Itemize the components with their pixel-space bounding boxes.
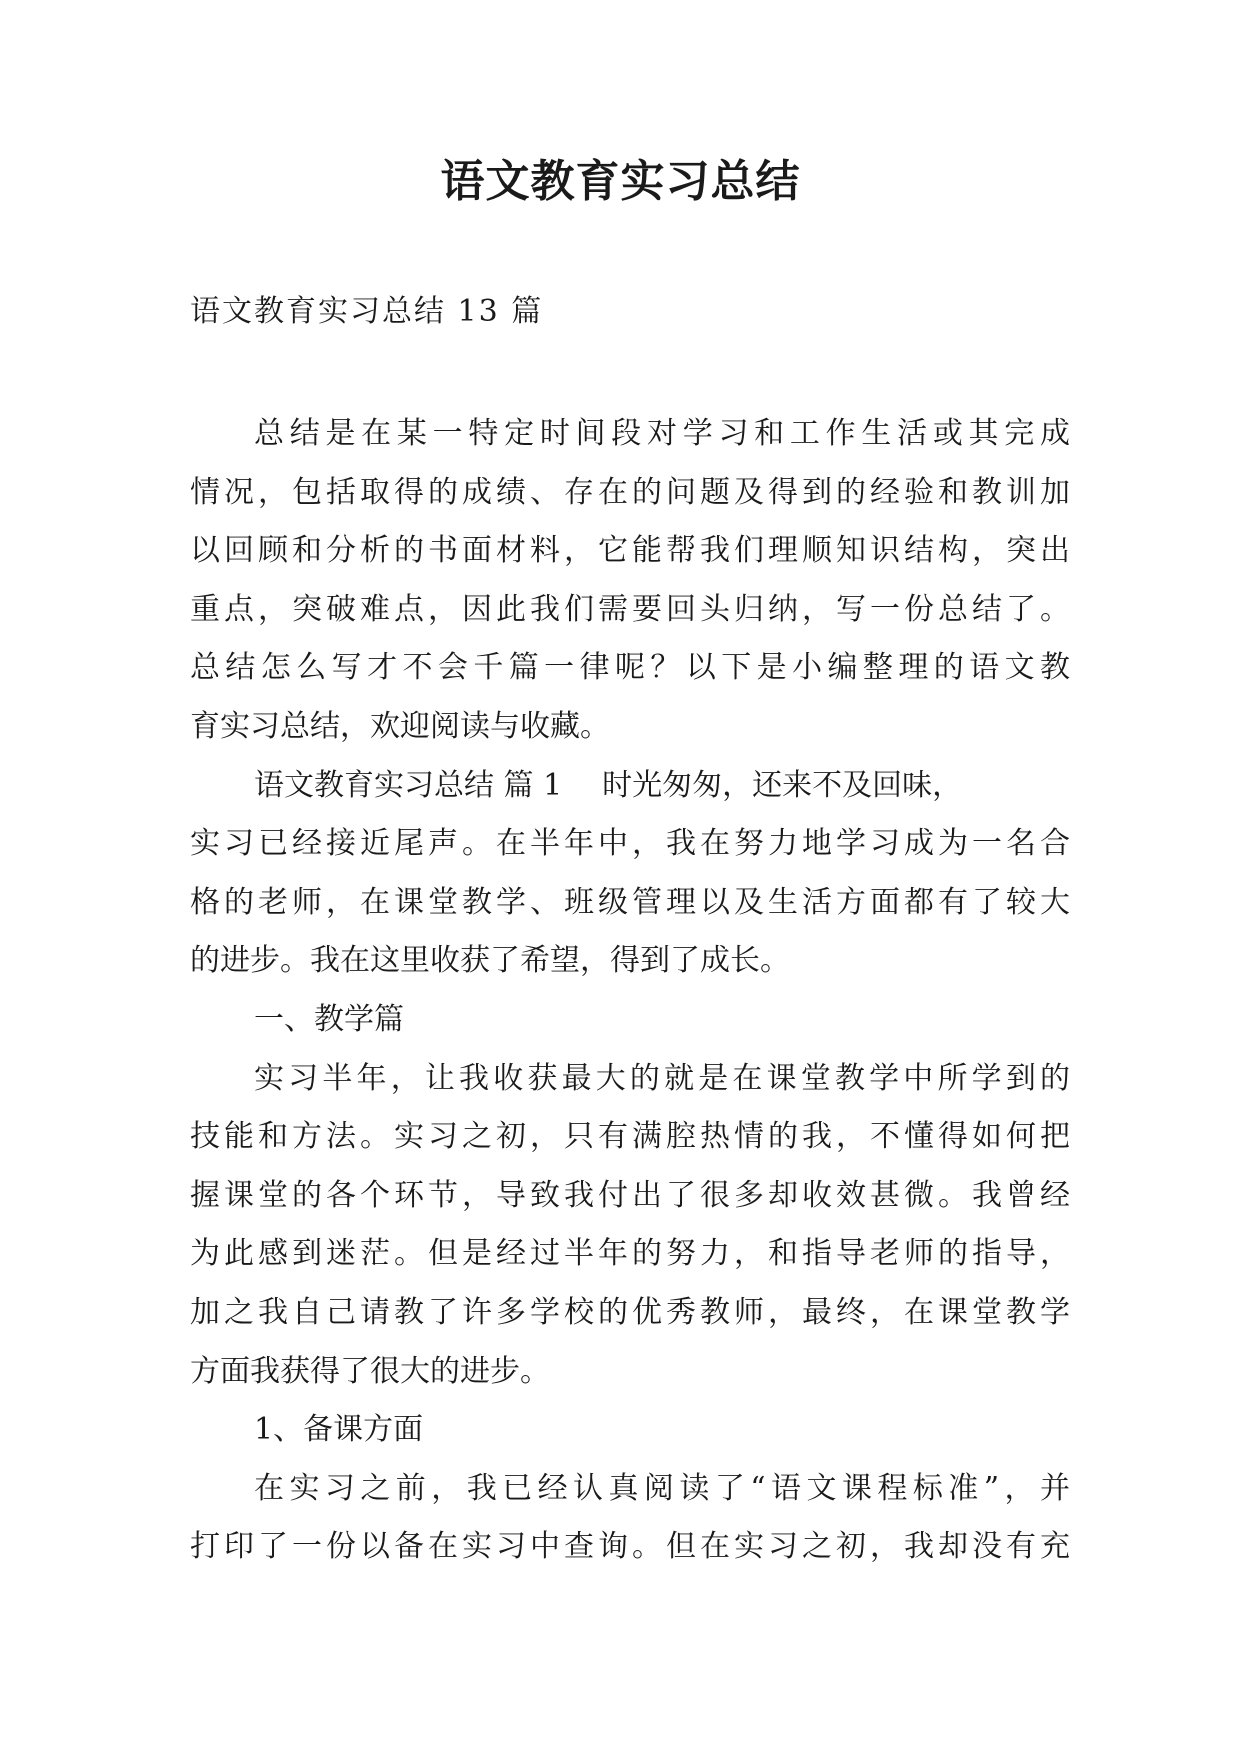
body-line-12: 实习半年，让我收获最大的就是在课堂教学中所学到的 (254, 1060, 1070, 1096)
body-line-3: 以回顾和分析的书面材料，它能帮我们理顺知识结构，突出 (190, 533, 1070, 569)
document-subtitle: 语文教育实习总结 13 篇 (190, 294, 544, 329)
body-line-10: 的进步。我在这里收获了希望，得到了成长。 (190, 943, 790, 979)
document-body (190, 405, 1070, 1577)
body-line-20: 打印了一份以备在实习中查询。但在实习之初，我却没有充 (190, 1529, 1070, 1565)
body-line-1: 总结是在某一特定时间段对学习和工作生活或其完成 (254, 416, 1070, 451)
body-line-8: 实习已经接近尾声。在半年中，我在努力地学习成为一名合 (190, 826, 1070, 862)
body-line-9: 格的老师，在课堂教学、班级管理以及生活方面都有了较大 (190, 884, 1070, 920)
body-line-2: 情况，包括取得的成绩、存在的问题及得到的经验和教训加 (190, 474, 1070, 510)
subheading-teaching: 一、教学篇 (254, 1001, 404, 1037)
body-line-6: 育实习总结，欢迎阅读与收藏。 (190, 708, 610, 744)
body-line-14: 握课堂的各个环节，导致我付出了很多却收效甚微。我曾经 (190, 1177, 1070, 1213)
body-line-16: 加之我自己请教了许多学校的优秀教师，最终，在课堂教学 (190, 1294, 1070, 1330)
section-heading-1: 语文教育实习总结 篇 1 (254, 767, 563, 803)
body-line-4: 重点，突破难点，因此我们需要回头归纳，写一份总结了。 (190, 591, 1070, 627)
subheading-lesson-prep: 1、备课方面 (254, 1412, 424, 1448)
document-title: 语文教育实习总结 (440, 156, 801, 207)
body-line-13: 技能和方法。实习之初，只有满腔热情的我，不懂得如何把 (190, 1119, 1070, 1155)
body-line-17: 方面我获得了很大的进步。 (190, 1353, 550, 1389)
body-line-7 (190, 757, 1070, 816)
body-line-19: 在实习之前，我已经认真阅读了“语文课程标准”，并 (254, 1470, 1070, 1506)
section-1-opening: 时光匆匆，还来不及回味， (602, 767, 963, 803)
body-line-5: 总结怎么写才不会千篇一律呢？以下是小编整理的语文教 (190, 650, 1070, 686)
body-line-15: 为此感到迷茫。但是经过半年的努力，和指导老师的指导， (190, 1236, 1070, 1272)
